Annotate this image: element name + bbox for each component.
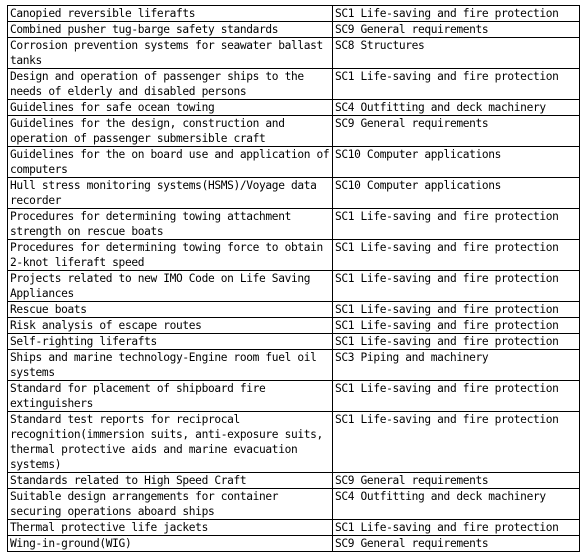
- table-row: [8, 178, 580, 209]
- table-row: [8, 240, 580, 271]
- topic-cell: Thermal protective life jackets: [8, 520, 333, 536]
- table-row: [8, 520, 580, 536]
- subcommittee-cell: SC9 General requirements: [333, 536, 580, 552]
- topic-cell: Rescue boats: [8, 302, 333, 318]
- subcommittee-cell: SC1 Life-saving and fire protection: [333, 318, 580, 334]
- table-row: [8, 302, 580, 318]
- subcommittee-cell: SC8 Structures: [333, 38, 580, 69]
- table-row: [8, 22, 580, 38]
- table-row: [8, 147, 580, 178]
- table-row: [8, 412, 580, 473]
- subcommittee-cell: SC9 General requirements: [333, 22, 580, 38]
- topic-cell: Self-righting liferafts: [8, 334, 333, 350]
- subcommittee-cell: SC4 Outfitting and deck machinery: [333, 489, 580, 520]
- topic-cell: Risk analysis of escape routes: [8, 318, 333, 334]
- topic-cell: Procedures for determining towing attachment strength on rescue boats: [8, 209, 333, 240]
- subcommittee-cell: SC1 Life-saving and fire protection: [333, 209, 580, 240]
- table-row: [8, 209, 580, 240]
- topic-cell: Canopied reversible liferafts: [8, 6, 333, 22]
- table-row: [8, 489, 580, 520]
- subcommittee-cell: SC10 Computer applications: [333, 147, 580, 178]
- table-row: [8, 6, 580, 22]
- table-row: [8, 473, 580, 489]
- subcommittee-cell: SC1 Life-saving and fire protection: [333, 302, 580, 318]
- table-row: [8, 381, 580, 412]
- topic-cell: Wing-in-ground(WIG): [8, 536, 333, 552]
- subcommittee-cell: SC1 Life-saving and fire protection: [333, 381, 580, 412]
- topic-cell: Procedures for determining towing force to obtain 2-knot liferaft speed: [8, 240, 333, 271]
- topic-cell: Guidelines for safe ocean towing: [8, 100, 333, 116]
- table-row: [8, 318, 580, 334]
- topic-cell: Standard for placement of shipboard fire extinguishers: [8, 381, 333, 412]
- topic-cell: Hull stress monitoring systems(HSMS)/Voyage data recorder: [8, 178, 333, 209]
- standards-table-body: [8, 6, 580, 552]
- topic-cell: Guidelines for the design, construction and operation of passenger submersible craft: [8, 116, 333, 147]
- topic-cell: Corrosion prevention systems for seawater ballast tanks: [8, 38, 333, 69]
- topic-cell: Combined pusher tug-barge safety standards: [8, 22, 333, 38]
- standards-table: [7, 5, 580, 552]
- table-row: [8, 334, 580, 350]
- subcommittee-cell: SC3 Piping and machinery: [333, 350, 580, 381]
- table-row: [8, 69, 580, 100]
- table-row: [8, 38, 580, 69]
- table-row: [8, 100, 580, 116]
- subcommittee-cell: SC9 General requirements: [333, 116, 580, 147]
- topic-cell: Projects related to new IMO Code on Life Saving Appliances: [8, 271, 333, 302]
- subcommittee-cell: SC1 Life-saving and fire protection: [333, 240, 580, 271]
- subcommittee-cell: SC1 Life-saving and fire protection: [333, 271, 580, 302]
- subcommittee-cell: SC1 Life-saving and fire protection: [333, 334, 580, 350]
- topic-cell: Standard test reports for reciprocal recognition(immersion suits, anti-exposure suits, thermal protective aids and marine evacuation systems): [8, 412, 333, 473]
- subcommittee-cell: SC1 Life-saving and fire protection: [333, 69, 580, 100]
- subcommittee-cell: SC10 Computer applications: [333, 178, 580, 209]
- topic-cell: Guidelines for the on board use and application of computers: [8, 147, 333, 178]
- subcommittee-cell: SC9 General requirements: [333, 473, 580, 489]
- subcommittee-cell: SC1 Life-saving and fire protection: [333, 6, 580, 22]
- table-row: [8, 350, 580, 381]
- subcommittee-cell: SC1 Life-saving and fire protection: [333, 520, 580, 536]
- subcommittee-cell: SC4 Outfitting and deck machinery: [333, 100, 580, 116]
- topic-cell: Standards related to High Speed Craft: [8, 473, 333, 489]
- table-row: [8, 116, 580, 147]
- topic-cell: Ships and marine technology-Engine room fuel oil systems: [8, 350, 333, 381]
- table-row: [8, 271, 580, 302]
- topic-cell: Design and operation of passenger ships to the needs of elderly and disabled persons: [8, 69, 333, 100]
- subcommittee-cell: SC1 Life-saving and fire protection: [333, 412, 580, 473]
- topic-cell: Suitable design arrangements for container securing operations aboard ships: [8, 489, 333, 520]
